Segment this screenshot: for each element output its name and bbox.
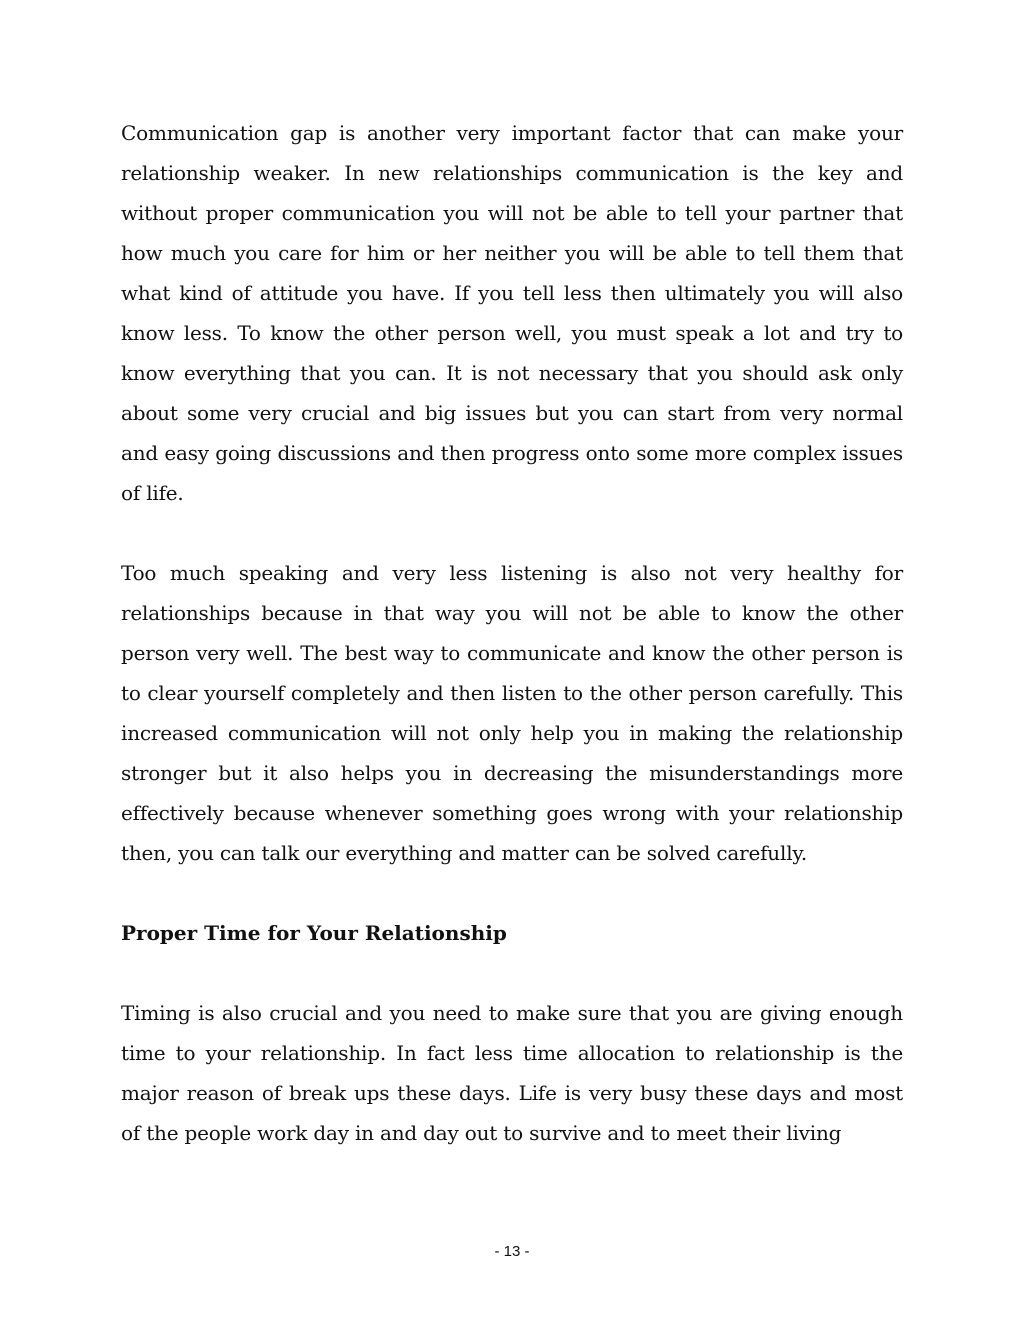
section-heading: Proper Time for Your Relationship bbox=[121, 921, 507, 945]
paragraph-communication-gap: Communication gap is another very important factor that can make your relationship weaker. In new relationships communication is the key and without proper communication you will not be able to tell your partner that how much you care for him or her neither you will be able to tell them that what kind of attitude you have. If you tell less then ultimately you will also know less. To know the other person well, you must speak a lot and try to know everything that you can. It is not necessary that you should ask only about some very crucial and big issues but you can start from very normal and easy going discussions and then progress onto some more complex issues of life. bbox=[121, 121, 903, 505]
paragraph-timing: Timing is also crucial and you need to make sure that you are giving enough time to your relationship. In fact less time allocation to relationship is the major reason of break ups these days. Life is very busy these days and most of the people work day in and day out to survive and to meet their living bbox=[121, 1001, 903, 1145]
page-number: - 13 - bbox=[494, 1243, 530, 1260]
paragraph-listening: Too much speaking and very less listening is also not very healthy for relationships because in that way you will not be able to know the other person very well. The best way to communicate and know the other person is to clear yourself completely and then listen to the other person carefully. This increased communication will not only help you in making the relationship stronger but it also helps you in decreasing the misunderstandings more effectively because whenever something goes wrong with your relationship then, you can talk our everything and matter can be solved carefully. bbox=[121, 561, 903, 865]
page-body bbox=[121, 113, 903, 1193]
